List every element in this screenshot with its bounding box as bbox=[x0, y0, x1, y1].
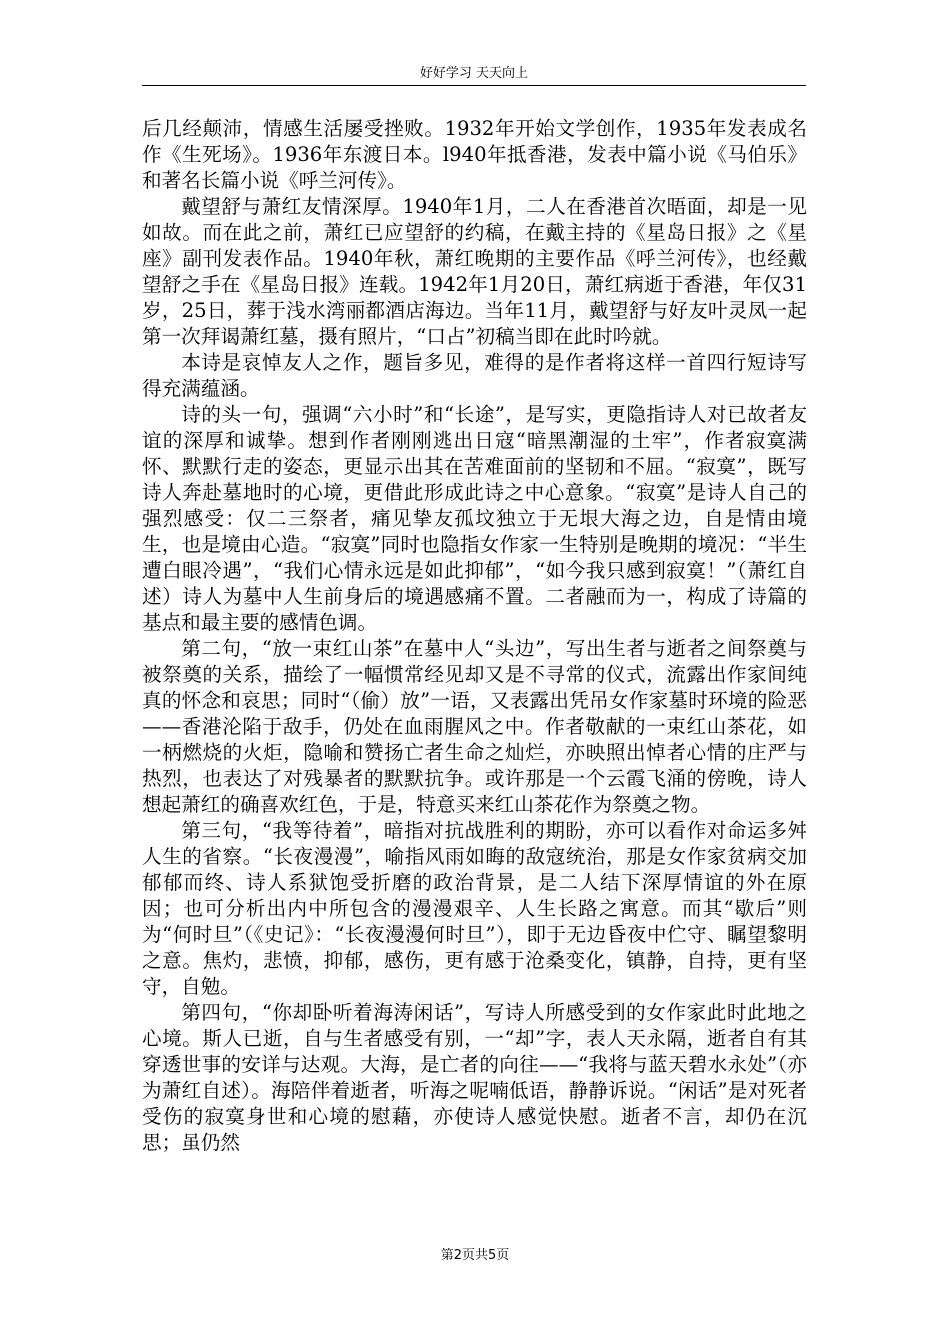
paragraph: 本诗是哀悼友人之作，题旨多见，难得的是作者将这样一首四行短诗写得充满蕴涵。 bbox=[142, 351, 807, 400]
page-number: 第2页共5页 bbox=[440, 1248, 510, 1263]
article-body bbox=[142, 116, 807, 1156]
paragraph: 戴望舒与萧红友情深厚。1940年1月，二人在香港首次晤面，却是一见如故。而在此之前，萧红已应望舒的约稿，在戴主持的《星岛日报》之《星座》副刊发表作品。1940年秋，萧红晚期的主要作品《呼兰河传》，也经戴望舒之手在《星岛日报》连载。1942年1月20日，萧红病逝于香港，年仅31岁，25日，葬于浅水湾丽都酒店海边。当年11月，戴望舒与好友叶灵凤一起第一次拜谒萧红墓，摄有照片，“口占”初稿当即在此时吟就。 bbox=[142, 195, 807, 348]
paragraph: 第二句，“放一束红山茶”在墓中人“头边”，写出生者与逝者之间祭奠与被祭奠的关系，描绘了一幅惯常经见却又是不寻常的仪式，流露出作家间纯真的怀念和哀思；同时“（偷）放”一语，又表露出凭吊女作家墓时环境的险恶——香港沦陷于敌手，仍处在血雨腥风之中。作者敬献的一束红山茶花，如一柄燃烧的火炬，隐喻和赞扬亡者生命之灿烂，亦映照出悼者心情的庄严与热烈，也表达了对残暴者的默默抗争。或许那是一个云霞飞涌的傍晚，诗人想起萧红的确喜欢红色，于是，特意买来红山茶花作为祭奠之物。 bbox=[142, 637, 807, 816]
paragraph: 诗的头一句，强调“六小时”和“长途”，是写实，更隐指诗人对已故者友谊的深厚和诚挚。想到作者刚刚逃出日寇“暗黑潮湿的土牢”，作者寂寞满怀、默默行走的姿态，更显示出其在苦难面前的坚韧和不屈。“寂寞”，既写诗人奔赴墓地时的心境，更借此形成此诗之中心意象。“寂寞”是诗人自己的强烈感受：仅二三祭者，痛见挚友孤坟独立于无垠大海之边，自是情由境生，也是境由心造。“寂寞”同时也隐指女作家一生特别是晚期的境况：“半生遭白眼冷遇”，“我们心情永远是如此抑郁”，“如今我只感到寂寞！”（萧红自述）诗人为墓中人生前身后的境遇感痛不置。二者融而为一，构成了诗篇的基点和最主要的感情色调。 bbox=[142, 403, 807, 634]
header-text: 好好学习 天天向上 bbox=[419, 66, 529, 81]
paragraph: 第四句，“你却卧听着海涛闲话”，写诗人所感受到的女作家此时此地之心境。斯人已逝，自与生者感受有别，一“却”字，表人天永隔，逝者自有其穿透世事的安详与达观。大海，是亡者的向往——“我将与蓝天碧水永处”（亦为萧红自述）。海陪伴着逝者，听海之呢喃低语，静静诉说。“闲话”是对死者受伤的寂寞身世和心境的慰藉，亦使诗人感觉快慰。逝者不言，却仍在沉思；虽仍然 bbox=[142, 1001, 807, 1154]
paragraph: 后几经颠沛，情感生活屡受挫败。1932年开始文学创作，1935年发表成名作《生死场》。1936年东渡日本。l940年抵香港，发表中篇小说《马伯乐》和著名长篇小说《呼兰河传》。 bbox=[142, 117, 807, 192]
paragraph: 第三句，“我等待着”，暗指对抗战胜利的期盼，亦可以看作对命运多舛人生的省察。“长夜漫漫”，喻指风雨如晦的敌寇统治，那是女作家贫病交加郁郁而终、诗人系狱饱受折磨的政治背景，是二人结下深厚情谊的外在原因；也可分析出内中所包含的漫漫艰辛、人生长路之寓意。而其“歇后”则为“何时旦”（《史记》：“长夜漫漫何时旦”），即于无边昏夜中伫守、瞩望黎明之意。焦灼，悲愤，抑郁，感伤，更有感于沧桑变化，镇静，自持，更有坚守，自勉。 bbox=[142, 819, 807, 998]
page-footer bbox=[0, 1247, 950, 1265]
page-header bbox=[142, 64, 806, 86]
